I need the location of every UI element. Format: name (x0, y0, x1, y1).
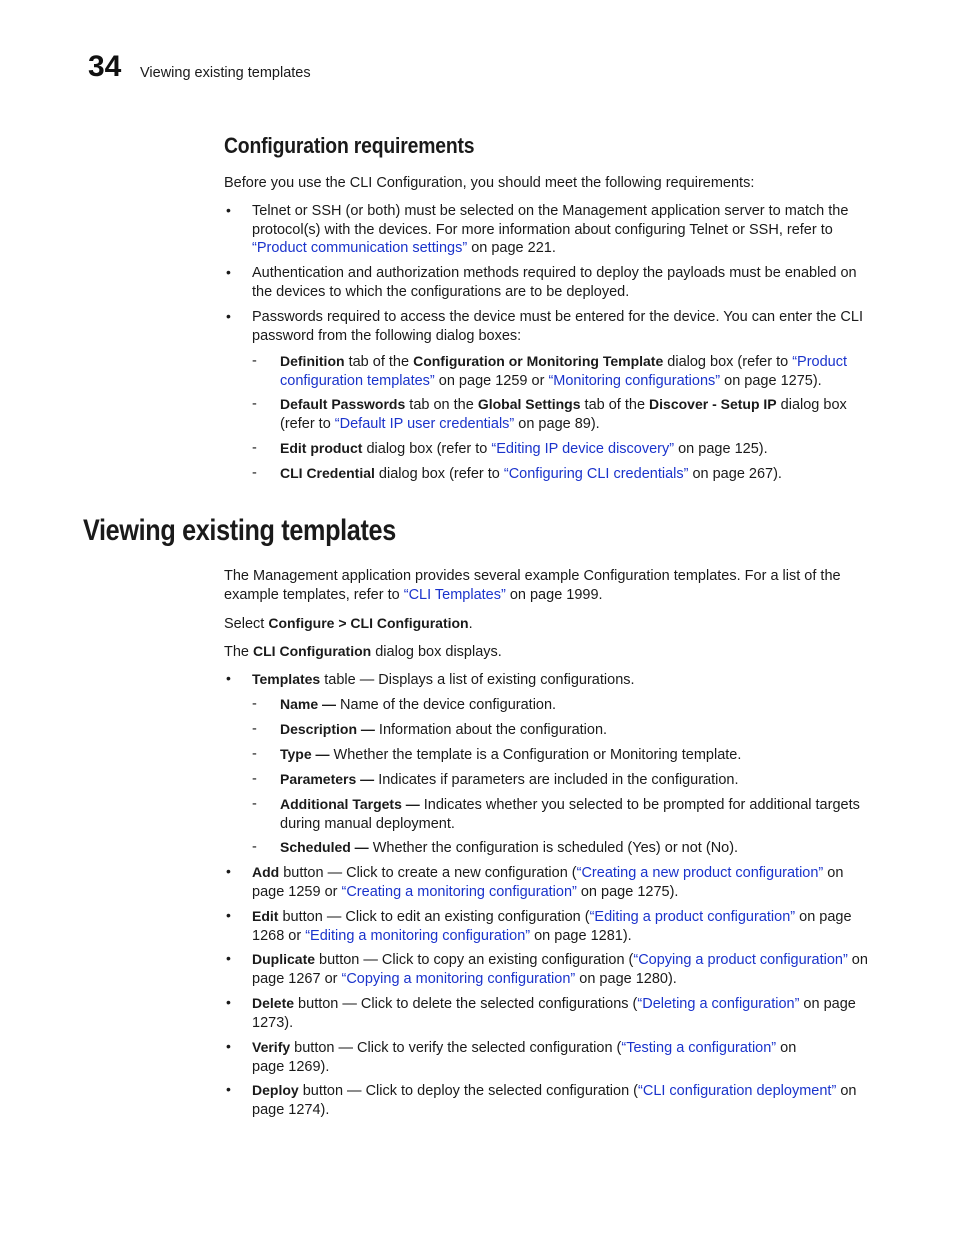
link-configuring-cli-credentials[interactable]: “Configuring CLI credentials” (503, 466, 689, 482)
chapter-number: 34 (88, 50, 122, 83)
bullet-icon: • (226, 264, 231, 280)
bullet-icon: • (226, 994, 231, 1010)
bullet-icon: • (226, 670, 231, 686)
bullet-icon: • (226, 863, 231, 879)
list-item: • Add button — Click to create a new configuration (“Creating a new product configuration” on page 1259 or “Creating a monitoring configuration” on page 1275). (226, 863, 844, 900)
sub-list-item: - Parameters — Indicates if parameters are included in the configuration. (252, 771, 739, 788)
link-monitoring-configurations[interactable]: “Monitoring configurations” (548, 372, 721, 389)
list-item: • Duplicate button — Click to copy an existing configuration (“Copying a product configuration” on page 1267 or “Copying a monitoring configuration” on page 1280). (226, 950, 868, 987)
link-copying-monitoring-configuration[interactable]: “Copying a monitoring configuration” (341, 970, 576, 987)
list-item: • Verify button — Click to verify the selected configuration (“Testing a configuration” on page 1269). (226, 1038, 797, 1075)
sub-list-item: - Name — Name of the device configuration. (252, 696, 557, 713)
list-item: • Templates table — Displays a list of existing configurations. (226, 670, 635, 688)
link-testing-configuration[interactable]: “Testing a configuration” (621, 1040, 777, 1056)
view-intro: The Management application provides several example Configuration templates. For a list of the example templates, refer to “CLI Templates” on page 1999. (224, 568, 841, 603)
bullet-icon: • (226, 202, 231, 218)
link-editing-monitoring-configuration[interactable]: “Editing a monitoring configuration” (305, 927, 531, 944)
req-intro: Before you use the CLI Configuration, you should meet the following requirements: (224, 175, 755, 191)
bullet-icon: • (226, 1038, 231, 1054)
bullet-icon: • (226, 308, 231, 324)
dash-icon: - (252, 746, 257, 762)
dash-icon: - (252, 796, 257, 812)
dash-icon: - (252, 353, 257, 369)
sub-list-item: - Default Passwords tab on the Global Settings tab of the Discover - Setup IP dialog box (refer to “Default IP user credentials” on page 89). (252, 396, 847, 432)
link-product-communication-settings[interactable]: “Product communication settings” (252, 240, 468, 256)
link-cli-templates[interactable]: “CLI Templates” (403, 586, 506, 603)
sub-list-item: - Edit product dialog box (refer to “Editing IP device discovery” on page 125). (252, 440, 768, 457)
list-item: • Passwords required to access the device must be entered for the device. You can enter the CLI password from the following dialog boxes: (226, 308, 863, 344)
page-title: Viewing existing templates (83, 514, 396, 547)
list-item: • Edit button — Click to edit an existing configuration (“Editing a product configuration” on page 1268 or “Editing a monitoring configuration” on page 1281). (226, 907, 852, 944)
dash-icon: - (252, 839, 257, 855)
bullet-icon: • (226, 950, 231, 966)
sub-list-item: - Additional Targets — Indicates whether you selected to be prompted for additional targets during manual deployment. (252, 796, 860, 832)
dialog-displays-text: The CLI Configuration dialog box displays. (224, 643, 502, 660)
dash-icon: - (252, 396, 257, 412)
section-heading-config-requirements: Configuration requirements (224, 133, 475, 158)
link-copying-product-configuration[interactable]: “Copying a product configuration” (633, 952, 848, 968)
dash-icon: - (252, 465, 257, 481)
link-deleting-configuration[interactable]: “Deleting a configuration” (637, 996, 800, 1012)
sub-list-item: - CLI Credential dialog box (refer to “Configuring CLI credentials” on page 267). (252, 465, 782, 482)
link-creating-monitoring-configuration[interactable]: “Creating a monitoring configuration” (341, 883, 577, 900)
sub-list-item: - Type — Whether the template is a Configuration or Monitoring template. (252, 746, 742, 763)
dash-icon: - (252, 440, 257, 456)
dash-icon: - (252, 696, 257, 712)
select-instruction: Select Configure > CLI Configuration. (224, 615, 473, 632)
running-title: Viewing existing templates (140, 65, 311, 81)
link-editing-product-configuration[interactable]: “Editing a product configuration” (589, 909, 796, 925)
link-cli-configuration-deployment[interactable]: “CLI configuration deployment” (638, 1083, 837, 1099)
sub-list-item: - Definition tab of the Configuration or Monitoring Template dialog box (refer to “Product configuration templates” on page 1259 or “Monitoring configurations” on page 1275). (252, 353, 848, 389)
link-editing-ip-device-discovery[interactable]: “Editing IP device discovery” (491, 441, 675, 457)
bullet-icon: • (226, 907, 231, 923)
list-item: • Authentication and authorization methods required to deploy the payloads must be enabled on the devices to which the configurations are to be deployed. (226, 264, 857, 300)
sub-list-item: - Description — Information about the configuration. (252, 721, 608, 738)
list-item: • Telnet or SSH (or both) must be selected on the Management application server to match the protocol(s) with the devices. For more information about configuring Telnet or SSH, refer to “Product communication settings” on page 221. (226, 202, 849, 256)
dash-icon: - (252, 771, 257, 787)
sub-list-item: - Scheduled — Whether the configuration is scheduled (Yes) or not (No). (252, 839, 739, 856)
list-item: • Deploy button — Click to deploy the selected configuration (“CLI configuration deployment” on page 1274). (226, 1081, 857, 1118)
bullet-icon: • (226, 1081, 231, 1097)
list-item: • Delete button — Click to delete the selected configurations (“Deleting a configuration” on page 1273). (226, 994, 856, 1031)
dash-icon: - (252, 721, 257, 737)
link-product-configuration-templates[interactable]: “Product configuration templates” (280, 354, 848, 389)
link-creating-new-product-configuration[interactable]: “Creating a new product configuration” (576, 865, 824, 881)
link-default-ip-user-credentials[interactable]: “Default IP user credentials” (334, 415, 515, 432)
